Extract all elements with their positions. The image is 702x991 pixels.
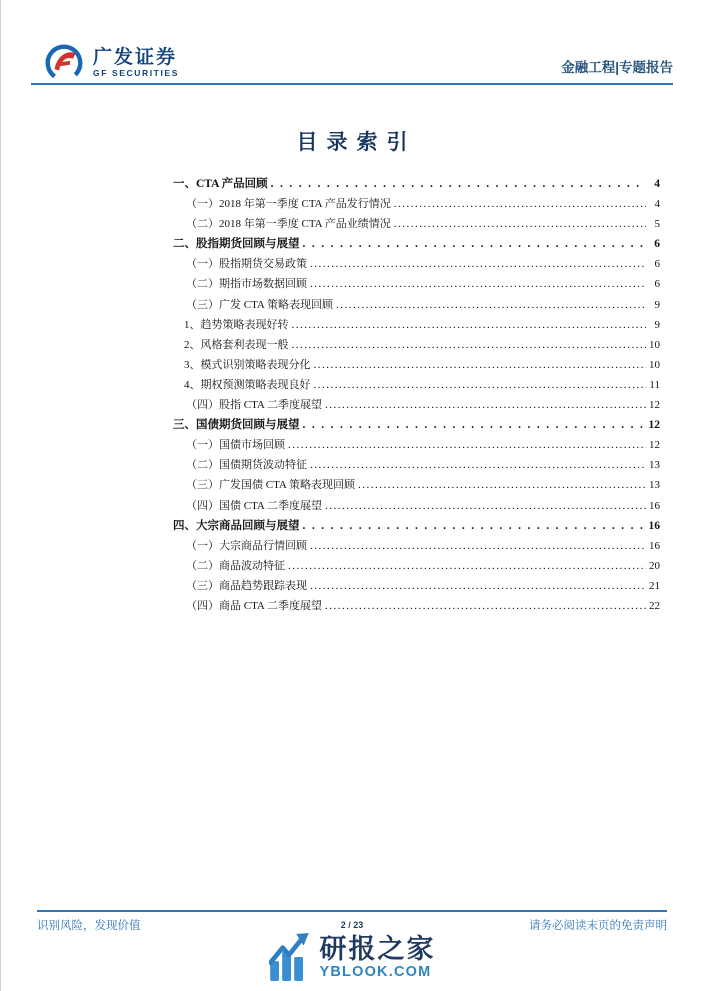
toc-entry-page: 10 [649, 358, 660, 371]
toc-entry-page: 13 [649, 479, 660, 492]
toc-entry[interactable] [173, 376, 660, 396]
toc-entry-label: 2、风格套利表现一般 [184, 338, 289, 351]
toc-entry[interactable] [173, 497, 660, 517]
toc-entry[interactable] [173, 336, 660, 356]
toc-entry-label: （三）广发国债 CTA 策略表现回顾 [186, 479, 356, 492]
brand-name-en: GF SECURITIES [93, 68, 179, 78]
toc-leader-dots [310, 278, 646, 290]
toc-entry-page: 22 [649, 599, 660, 612]
toc-entry[interactable] [173, 476, 660, 496]
header-divider [31, 83, 673, 85]
toc-entry-label: （二）2018 年第一季度 CTA 产品业绩情况 [186, 218, 391, 231]
footer-slogan: 识别风险，发现价值 [37, 920, 141, 932]
toc-leader-dots [310, 258, 646, 270]
toc-entry[interactable] [173, 275, 660, 295]
toc-entry-label: （一）大宗商品行情回顾 [186, 539, 307, 552]
toc-entry-label: 4、期权预测策略表现良好 [184, 378, 311, 391]
toc-entry-page: 12 [649, 399, 660, 412]
toc-entry-page: 21 [649, 579, 660, 592]
toc-entry-page: 16 [649, 539, 660, 552]
toc-leader-dots [303, 238, 647, 250]
toc-entry-label: （三）广发 CTA 策略表现回顾 [186, 298, 334, 311]
page-number: 2 / 23 [340, 920, 364, 930]
toc-leader-dots [394, 198, 646, 210]
toc-entry[interactable] [173, 316, 660, 336]
toc-entry-page: 13 [649, 459, 660, 472]
toc-leader-dots [292, 339, 647, 351]
table-of-contents [173, 175, 660, 617]
toc-entry[interactable] [173, 517, 660, 537]
toc-leader-dots [303, 419, 647, 431]
gf-securities-logo [43, 42, 179, 84]
toc-entry-label: （二）商品波动特征 [186, 559, 285, 572]
toc-entry-page: 20 [649, 559, 660, 572]
page-title: 目录索引 [296, 130, 417, 154]
toc-entry-page: 16 [648, 519, 660, 532]
watermark-text [320, 935, 436, 981]
toc-leader-dots [325, 500, 646, 512]
toc-entry-page: 11 [649, 378, 660, 391]
toc-entry[interactable] [173, 356, 660, 376]
toc-leader-dots [394, 218, 646, 230]
toc-entry[interactable] [173, 235, 660, 255]
logo-text [93, 47, 179, 79]
toc-entry-page: 4 [654, 178, 660, 190]
toc-entry[interactable] [173, 577, 660, 597]
toc-leader-dots [310, 459, 646, 471]
toc-entry[interactable] [173, 597, 660, 617]
chart-growth-icon [269, 933, 311, 981]
toc-leader-dots [271, 178, 646, 190]
footer-disclaimer-note: 请务必阅读末页的免责声明 [529, 920, 667, 932]
toc-entry-page: 9 [654, 318, 660, 331]
toc-entry[interactable] [173, 296, 660, 316]
toc-leader-dots [325, 399, 646, 411]
toc-entry-label: （四）商品 CTA 二季度展望 [186, 599, 323, 612]
toc-entry[interactable] [173, 436, 660, 456]
toc-entry-label: （一）股指期货交易政策 [186, 258, 307, 271]
toc-entry-label: （一）国债市场回顾 [186, 439, 285, 452]
toc-entry[interactable] [173, 537, 660, 557]
toc-leader-dots [336, 299, 646, 311]
toc-entry[interactable] [173, 215, 660, 235]
toc-entry-page: 10 [649, 338, 660, 351]
watermark-name: 研报之家 [319, 934, 436, 964]
toc-entry-page: 9 [654, 298, 660, 311]
toc-entry-page: 12 [649, 439, 660, 452]
toc-entry-label: 二、股指期货回顾与展望 [173, 238, 300, 251]
toc-leader-dots [325, 600, 646, 612]
gf-logo-icon [43, 42, 85, 84]
toc-entry[interactable] [173, 456, 660, 476]
toc-entry[interactable] [173, 195, 660, 215]
toc-entry-label: 四、大宗商品回顾与展望 [173, 519, 300, 532]
toc-entry[interactable] [173, 255, 660, 275]
toc-entry-label: （四）国债 CTA 二季度展望 [186, 499, 323, 512]
toc-entry-page: 5 [654, 218, 660, 231]
toc-leader-dots [288, 560, 646, 572]
toc-leader-dots [292, 319, 647, 331]
brand-name-cn: 广发证券 [93, 47, 178, 68]
footer-divider [37, 910, 667, 912]
toc-entry-page: 6 [654, 238, 660, 251]
toc-leader-dots [314, 379, 647, 391]
toc-entry[interactable] [173, 557, 660, 577]
toc-leader-dots [288, 439, 646, 451]
watermark [1, 933, 702, 981]
toc-entry-page: 16 [649, 499, 660, 512]
toc-entry-label: 一、CTA 产品回顾 [173, 178, 268, 190]
toc-entry[interactable] [173, 396, 660, 416]
toc-entry[interactable] [173, 175, 660, 195]
toc-entry-label: 三、国债期货回顾与展望 [173, 419, 300, 432]
toc-entry-label: （一）2018 年第一季度 CTA 产品发行情况 [186, 198, 391, 211]
toc-leader-dots [310, 580, 646, 592]
toc-entry-label: 1、趋势策略表现好转 [184, 318, 289, 331]
toc-leader-dots [358, 479, 646, 491]
toc-entry-page: 6 [654, 258, 660, 271]
toc-entry-page: 4 [654, 198, 660, 211]
toc-entry[interactable] [173, 416, 660, 436]
toc-entry-label: （三）商品趋势跟踪表现 [186, 579, 307, 592]
toc-leader-dots [314, 359, 647, 371]
toc-leader-dots [303, 520, 647, 532]
toc-leader-dots [310, 540, 646, 552]
watermark-site: YBLOOK.COM [319, 964, 432, 980]
report-type-label: 金融工程|专题报告 [561, 60, 673, 75]
toc-entry-label: （二）国债期货波动特征 [186, 459, 307, 472]
toc-entry-label: 3、模式识别策略表现分化 [184, 358, 311, 371]
toc-entry-page: 12 [648, 419, 660, 432]
toc-entry-label: （二）期指市场数据回顾 [186, 278, 307, 291]
toc-entry-page: 6 [654, 278, 660, 291]
toc-entry-label: （四）股指 CTA 二季度展望 [186, 399, 323, 412]
